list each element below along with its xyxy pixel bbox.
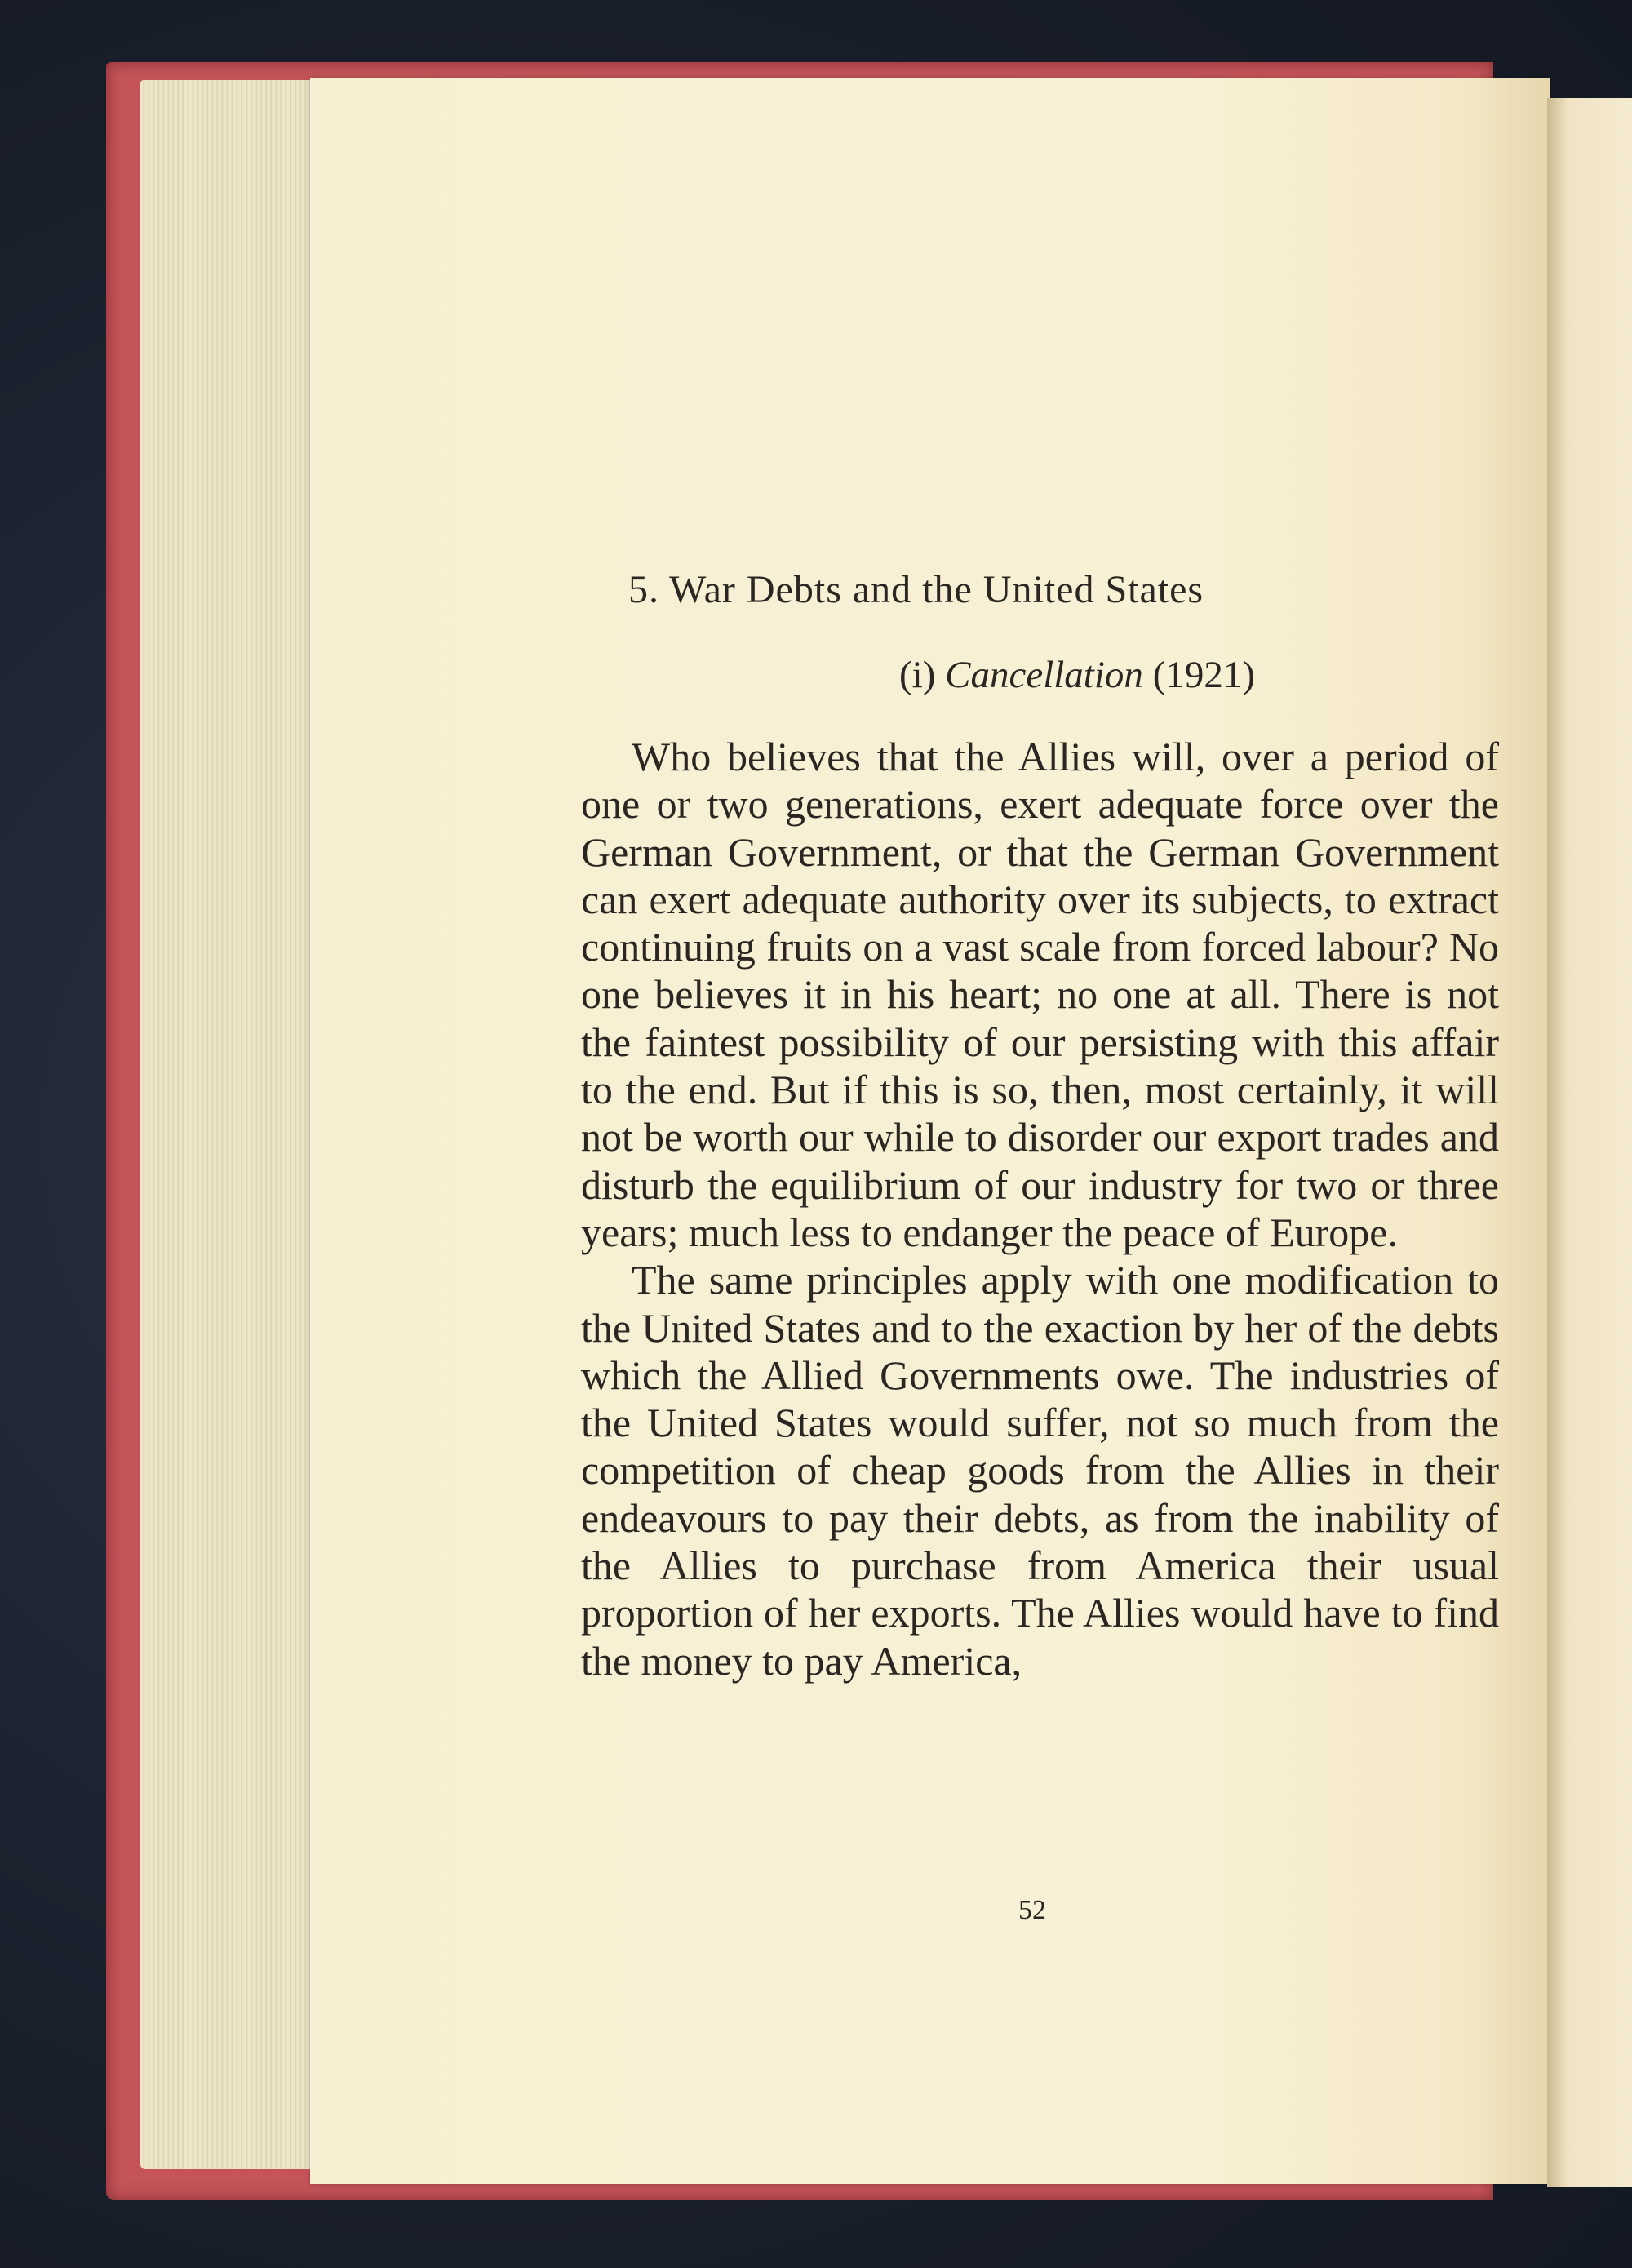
paragraph: Who believes that the Allies will, over a period of one or two generations, exert adequate force over the German Government, or that the German Government can exert adequate authority over its subjects, to extract continuing fruits on a vast scale from forced labour? No one believes it in his heart; no one at all. There is not the faintest possibility of our persisting with this affair to the end. But if this is so, then, most certainly, it will not be worth our while to disorder our export trades and disturb the equilibrium of our industry for two or three years; much less to endanger the peace of Europe.: [581, 734, 1499, 1255]
paragraph: The same principles apply with one modification to the United States and to the exaction by her of the debts which the Allied Governments owe. The industries of the United States would suffer, not so much from the competition of cheap goods from the Allies in their endeavours to pay their debts, as from the inability of the Allies to purchase from America their usual proportion of her exports. The Allies would have to find the money to pay America,: [581, 1257, 1499, 1684]
subsection-number: (i): [899, 654, 936, 696]
subsection-year: (1921): [1152, 654, 1255, 696]
body-text: [581, 733, 1499, 1684]
adjacent-page: [1547, 98, 1632, 2187]
section-heading: 5. War Debts and the United States: [628, 568, 1204, 611]
page-number: 52: [1018, 1895, 1046, 1925]
subsection-title: Cancellation: [945, 654, 1143, 696]
page-edges: [140, 80, 320, 2169]
subsection-heading: [326, 653, 1632, 697]
